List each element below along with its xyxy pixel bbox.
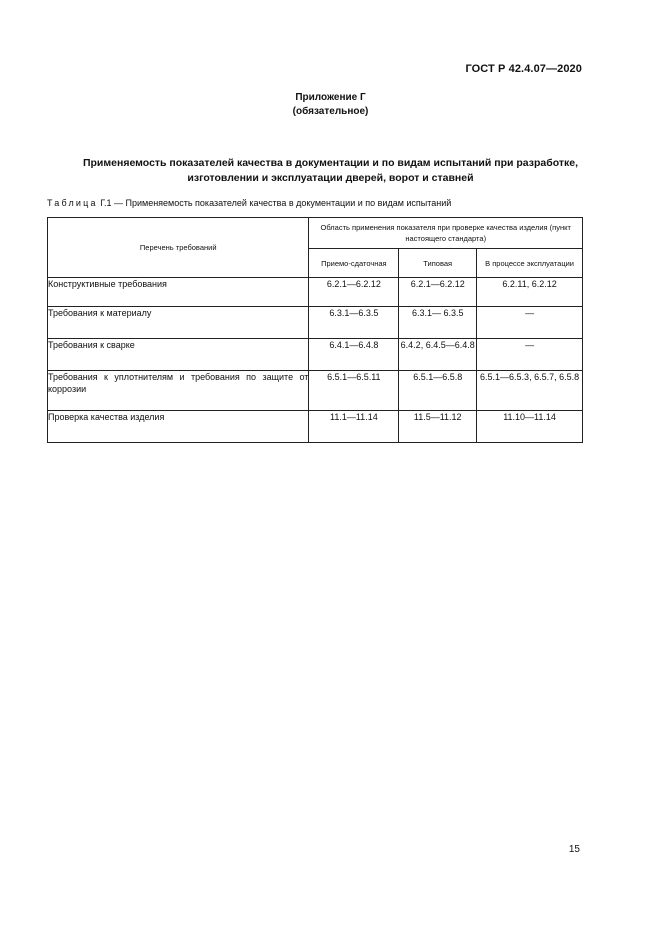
appendix-heading bbox=[0, 91, 661, 119]
row-acceptance-value: 6.3.1—6.3.5 bbox=[309, 307, 399, 339]
header-operation: В процессе эксплуатации bbox=[477, 249, 583, 278]
row-requirement-name: Требования к уплотнителям и требования по защите от коррозии bbox=[48, 371, 309, 411]
requirements-table bbox=[47, 217, 583, 443]
row-type-value: 6.5.1—6.5.8 bbox=[399, 371, 477, 411]
row-operation-value: 6.2.11, 6.2.12 bbox=[477, 278, 583, 307]
row-type-value: 6.2.1—6.2.12 bbox=[399, 278, 477, 307]
row-type-value: 11.5—11.12 bbox=[399, 411, 477, 443]
document-code: ГОСТ Р 42.4.07—2020 bbox=[465, 63, 582, 75]
appendix-title bbox=[40, 156, 621, 185]
appendix-label: Приложение Г bbox=[295, 92, 366, 103]
table-row bbox=[48, 371, 583, 411]
table-row bbox=[48, 278, 583, 307]
row-requirement-name: Требования к сварке bbox=[48, 339, 309, 371]
row-type-value: 6.3.1— 6.3.5 bbox=[399, 307, 477, 339]
table-caption-text: — Применяемость показателей качества в документации и по видам испытаний bbox=[111, 198, 452, 208]
page-number: 15 bbox=[568, 844, 580, 855]
table-caption-number: Г.1 bbox=[100, 198, 112, 208]
header-type: Типовая bbox=[399, 249, 477, 278]
row-operation-value: — bbox=[477, 339, 583, 371]
header-application-area: Область применения показателя при проверке качества изделия (пункт настоящего стандарта) bbox=[309, 218, 583, 249]
row-acceptance-value: 6.5.1—6.5.11 bbox=[309, 371, 399, 411]
row-acceptance-value: 6.4.1—6.4.8 bbox=[309, 339, 399, 371]
table-row bbox=[48, 307, 583, 339]
row-operation-value: 6.5.1—6.5.3, 6.5.7, 6.5.8 bbox=[477, 371, 583, 411]
appendix-status: (обязательное) bbox=[292, 106, 369, 117]
row-requirement-name: Конструктивные требования bbox=[48, 278, 309, 307]
appendix-title-line-1: Применяемость показателей качества в документации и по видам испытаний при разработке, bbox=[82, 157, 579, 169]
row-type-value: 6.4.2, 6.4.5—6.4.8 bbox=[399, 339, 477, 371]
table-caption bbox=[47, 198, 451, 208]
row-acceptance-value: 11.1—11.14 bbox=[309, 411, 399, 443]
header-acceptance: Приемо-сдаточная bbox=[309, 249, 399, 278]
row-operation-value: — bbox=[477, 307, 583, 339]
row-acceptance-value: 6.2.1—6.2.12 bbox=[309, 278, 399, 307]
row-requirement-name: Требования к материалу bbox=[48, 307, 309, 339]
header-requirements: Перечень требований bbox=[48, 218, 309, 278]
appendix-title-line-2: изготовлении и эксплуатации дверей, ворот и ставней bbox=[187, 171, 474, 184]
table-row bbox=[48, 411, 583, 443]
row-requirement-name: Проверка качества изделия bbox=[48, 411, 309, 443]
table-caption-prefix: Таблица bbox=[47, 198, 98, 208]
table-row bbox=[48, 339, 583, 371]
row-operation-value: 11.10—11.14 bbox=[477, 411, 583, 443]
